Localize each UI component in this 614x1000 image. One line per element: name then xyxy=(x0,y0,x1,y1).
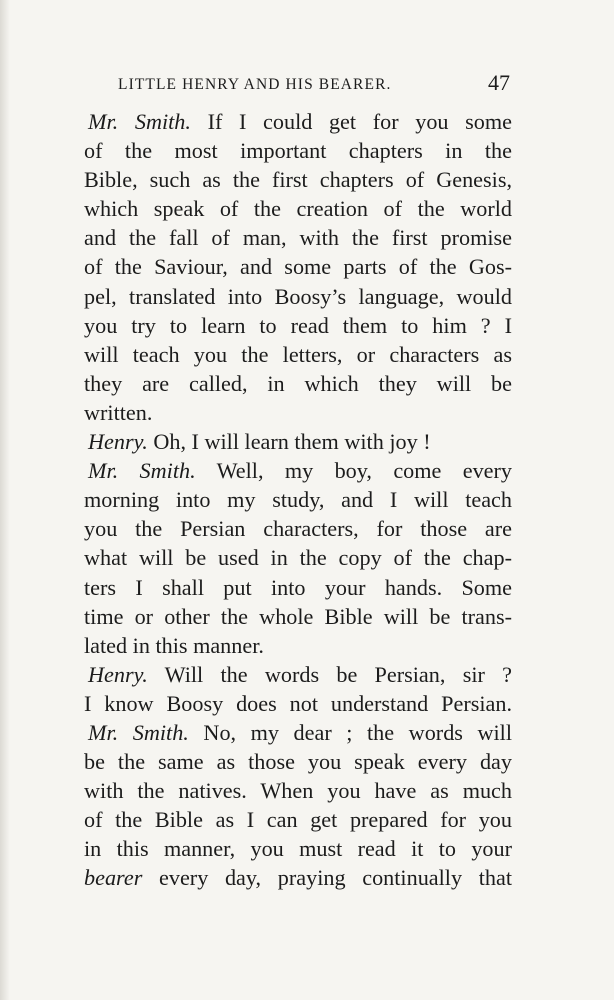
text-line: lated in this manner. xyxy=(84,632,264,658)
line-text: If I could get for you some xyxy=(190,109,512,134)
line-text: Well, my boy, come every xyxy=(195,458,512,484)
text-line: be the same as those you speak every day xyxy=(84,749,512,775)
text-line: you the Persian characters, for those are xyxy=(84,516,512,542)
italic-word: bearer xyxy=(84,865,143,891)
text-line: morning into my study, and I will teach xyxy=(84,487,512,513)
line-text: Oh, I will learn them with joy ! xyxy=(147,429,431,455)
text-line: of the most important chapters in the xyxy=(84,138,512,164)
text-line xyxy=(84,107,512,136)
text-line xyxy=(84,456,512,485)
text-line: they are called, in which they will be xyxy=(84,370,512,396)
line-text: No, my dear ; the words will xyxy=(188,719,512,745)
text-line: will teach you the letters, or characters as xyxy=(84,341,512,367)
speaker-name: Mr. Smith. xyxy=(88,458,196,484)
speaker-name: Mr. Smith. xyxy=(88,109,191,134)
text-line xyxy=(84,660,512,689)
line-text: Will the words be Persian, sir ? xyxy=(147,661,512,687)
speaker-name: Mr. Smith. xyxy=(88,719,189,745)
page-number: 47 xyxy=(488,70,510,95)
text-line: you try to learn to read them to him ? I xyxy=(84,312,512,338)
text-line: of the Saviour, and some parts of the Gos- xyxy=(84,254,512,280)
text-line: written. xyxy=(84,399,153,425)
text-line: which speak of the creation of the world xyxy=(84,196,512,222)
text-line xyxy=(84,427,512,456)
text-line xyxy=(84,863,512,892)
page-header xyxy=(84,70,512,100)
text-line: in this manner, you must read it to your xyxy=(84,836,512,862)
running-title: LITTLE HENRY AND HIS BEARER. xyxy=(118,76,392,93)
text-line: and the fall of man, with the first promise xyxy=(84,225,512,251)
text-line: I know Boosy does not understand Persian. xyxy=(84,690,512,716)
line-text: every day, praying continually that xyxy=(142,865,512,891)
text-line: of the Bible as I can get prepared for you xyxy=(84,807,512,833)
text-line xyxy=(84,718,512,747)
text-line: what will be used in the copy of the chap- xyxy=(84,545,512,571)
text-line: time or other the whole Bible will be trans- xyxy=(84,603,512,629)
body-text xyxy=(84,107,512,893)
text-line: ters I shall put into your hands. Some xyxy=(84,574,512,600)
page-edge-shadow xyxy=(0,0,10,1000)
speaker-name: Henry. xyxy=(88,661,148,687)
text-line: Bible, such as the first chapters of Genesis, xyxy=(84,167,512,193)
speaker-name: Henry. xyxy=(88,429,148,455)
text-line: with the natives. When you have as much xyxy=(84,778,512,804)
text-line: pel, translated into Boosy’s language, would xyxy=(84,283,512,309)
